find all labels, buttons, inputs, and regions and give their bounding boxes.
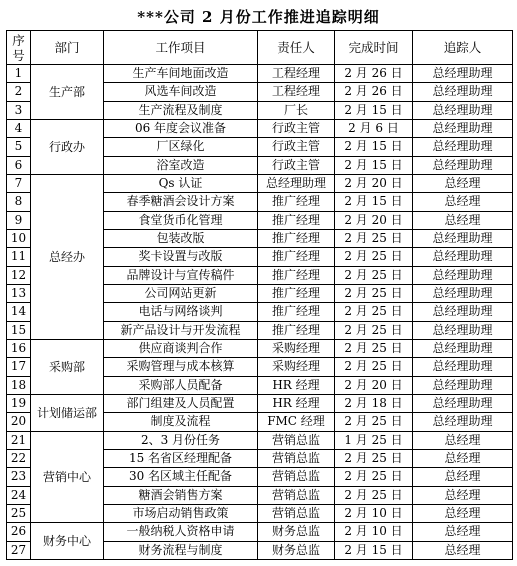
row-number: 2 <box>7 83 31 101</box>
due-date-cell: 2 月 25 日 <box>335 413 413 431</box>
owner-cell: 行政主管 <box>258 119 335 137</box>
tracker-cell: 总经理助理 <box>413 65 513 83</box>
due-date-cell: 2 月 25 日 <box>335 339 413 357</box>
work-item-cell: 新产品设计与开发流程 <box>104 321 258 339</box>
owner-cell: 营销总监 <box>258 486 335 504</box>
row-number: 14 <box>7 303 31 321</box>
table-row <box>7 119 513 137</box>
owner-cell: 采购经理 <box>258 339 335 357</box>
owner-cell: 财务总监 <box>258 523 335 541</box>
row-number: 22 <box>7 449 31 467</box>
col-header-item: 工作项目 <box>104 31 258 65</box>
table-row <box>7 394 513 412</box>
table-row <box>7 523 513 541</box>
due-date-cell: 2 月 15 日 <box>335 193 413 211</box>
due-date-cell: 2 月 25 日 <box>335 468 413 486</box>
owner-cell: 营销总监 <box>258 449 335 467</box>
work-item-cell: 食堂货币化管理 <box>104 211 258 229</box>
row-number: 25 <box>7 504 31 522</box>
due-date-cell: 2 月 25 日 <box>335 486 413 504</box>
work-item-cell: 浴室改造 <box>104 156 258 174</box>
row-number: 5 <box>7 138 31 156</box>
tracker-cell: 总经理助理 <box>413 83 513 101</box>
tracker-cell: 总经理 <box>413 449 513 467</box>
row-number: 27 <box>7 541 31 559</box>
tracker-cell: 总经理 <box>413 523 513 541</box>
due-date-cell: 2 月 26 日 <box>335 83 413 101</box>
tracker-cell: 总经理助理 <box>413 339 513 357</box>
row-number: 1 <box>7 65 31 83</box>
owner-cell: 总经理助理 <box>258 174 335 192</box>
work-item-cell: 供应商谈判合作 <box>104 339 258 357</box>
row-number: 20 <box>7 413 31 431</box>
department-cell: 生产部 <box>31 65 104 120</box>
work-item-cell: 采购部人员配备 <box>104 376 258 394</box>
work-item-cell: 部门组建及人员配置 <box>104 394 258 412</box>
tracker-cell: 总经理 <box>413 193 513 211</box>
owner-cell: 推广经理 <box>258 284 335 302</box>
row-number: 15 <box>7 321 31 339</box>
work-item-cell: 采购管理与成本核算 <box>104 358 258 376</box>
due-date-cell: 2 月 15 日 <box>335 541 413 559</box>
tracker-cell: 总经理 <box>413 486 513 504</box>
owner-cell: 推广经理 <box>258 303 335 321</box>
tracker-cell: 总经理 <box>413 431 513 449</box>
row-number: 4 <box>7 119 31 137</box>
tracker-cell: 总经理助理 <box>413 266 513 284</box>
work-item-cell: 电话与网络谈判 <box>104 303 258 321</box>
due-date-cell: 2 月 20 日 <box>335 174 413 192</box>
tracker-cell: 总经理助理 <box>413 138 513 156</box>
work-tracking-table <box>6 30 513 560</box>
tracker-cell: 总经理 <box>413 468 513 486</box>
due-date-cell: 2 月 20 日 <box>335 211 413 229</box>
work-item-cell: 一般纳税人资格申请 <box>104 523 258 541</box>
owner-cell: 推广经理 <box>258 229 335 247</box>
owner-cell: 工程经理 <box>258 65 335 83</box>
table-row <box>7 174 513 192</box>
owner-cell: 工程经理 <box>258 83 335 101</box>
tracker-cell: 总经理助理 <box>413 101 513 119</box>
tracker-cell: 总经理 <box>413 541 513 559</box>
row-number: 19 <box>7 394 31 412</box>
work-item-cell: 06 年度会议准备 <box>104 119 258 137</box>
row-number: 7 <box>7 174 31 192</box>
page-title: ***公司 2 月份工作推进追踪明细 <box>137 8 380 26</box>
row-number: 26 <box>7 523 31 541</box>
owner-cell: 厂长 <box>258 101 335 119</box>
owner-cell: 营销总监 <box>258 504 335 522</box>
work-item-cell: 厂区绿化 <box>104 138 258 156</box>
work-item-cell: 春季糖酒会设计方案 <box>104 193 258 211</box>
row-number: 16 <box>7 339 31 357</box>
department-cell: 总经办 <box>31 174 104 339</box>
tracker-cell: 总经理助理 <box>413 358 513 376</box>
row-number: 9 <box>7 211 31 229</box>
due-date-cell: 2 月 15 日 <box>335 156 413 174</box>
tracker-cell: 总经理助理 <box>413 303 513 321</box>
owner-cell: 行政主管 <box>258 156 335 174</box>
work-item-cell: 30 名区域主任配备 <box>104 468 258 486</box>
tracker-cell: 总经理助理 <box>413 284 513 302</box>
work-item-cell: 糖酒会销售方案 <box>104 486 258 504</box>
row-number: 18 <box>7 376 31 394</box>
due-date-cell: 2 月 25 日 <box>335 266 413 284</box>
department-cell: 营销中心 <box>31 431 104 523</box>
owner-cell: 推广经理 <box>258 321 335 339</box>
work-item-cell: 制度及流程 <box>104 413 258 431</box>
tracker-cell: 总经理 <box>413 174 513 192</box>
work-item-cell: 2、3 月份任务 <box>104 431 258 449</box>
due-date-cell: 2 月 26 日 <box>335 65 413 83</box>
work-item-cell: 市场启动销售政策 <box>104 504 258 522</box>
table-row <box>7 431 513 449</box>
owner-cell: 营销总监 <box>258 431 335 449</box>
due-date-cell: 2 月 18 日 <box>335 394 413 412</box>
col-header-owner: 责任人 <box>258 31 335 65</box>
col-header-due: 完成时间 <box>335 31 413 65</box>
due-date-cell: 2 月 20 日 <box>335 376 413 394</box>
tracker-cell: 总经理助理 <box>413 229 513 247</box>
row-number: 24 <box>7 486 31 504</box>
tracker-cell: 总经理助理 <box>413 321 513 339</box>
due-date-cell: 2 月 6 日 <box>335 119 413 137</box>
row-number: 12 <box>7 266 31 284</box>
owner-cell: HR 经理 <box>258 394 335 412</box>
row-number: 23 <box>7 468 31 486</box>
tracker-cell: 总经理助理 <box>413 248 513 266</box>
due-date-cell: 2 月 10 日 <box>335 523 413 541</box>
tracker-cell: 总经理助理 <box>413 376 513 394</box>
row-number: 13 <box>7 284 31 302</box>
row-number: 8 <box>7 193 31 211</box>
table-row <box>7 339 513 357</box>
department-cell: 计划储运部 <box>31 394 104 431</box>
owner-cell: 推广经理 <box>258 193 335 211</box>
work-item-cell: 奖卡设置与改版 <box>104 248 258 266</box>
due-date-cell: 2 月 25 日 <box>335 248 413 266</box>
owner-cell: FMC 经理 <box>258 413 335 431</box>
owner-cell: 财务总监 <box>258 541 335 559</box>
owner-cell: 营销总监 <box>258 468 335 486</box>
due-date-cell: 2 月 10 日 <box>335 504 413 522</box>
owner-cell: 推广经理 <box>258 266 335 284</box>
owner-cell: HR 经理 <box>258 376 335 394</box>
tracker-cell: 总经理助理 <box>413 119 513 137</box>
tracker-cell: 总经理助理 <box>413 394 513 412</box>
tracker-cell: 总经理 <box>413 211 513 229</box>
row-number: 3 <box>7 101 31 119</box>
work-item-cell: 品牌设计与宣传稿件 <box>104 266 258 284</box>
work-item-cell: 公司网站更新 <box>104 284 258 302</box>
due-date-cell: 2 月 25 日 <box>335 321 413 339</box>
due-date-cell: 2 月 15 日 <box>335 101 413 119</box>
due-date-cell: 2 月 25 日 <box>335 449 413 467</box>
owner-cell: 推广经理 <box>258 248 335 266</box>
table-body <box>7 65 513 560</box>
row-number: 6 <box>7 156 31 174</box>
tracker-cell: 总经理助理 <box>413 156 513 174</box>
work-item-cell: 包装改版 <box>104 229 258 247</box>
due-date-cell: 2 月 25 日 <box>335 284 413 302</box>
col-header-dept: 部门 <box>31 31 104 65</box>
col-header-tracker: 追踪人 <box>413 31 513 65</box>
row-number: 21 <box>7 431 31 449</box>
work-item-cell: 15 名省区经理配备 <box>104 449 258 467</box>
work-item-cell: Qs 认证 <box>104 174 258 192</box>
department-cell: 财务中心 <box>31 523 104 560</box>
work-item-cell: 风选车间改造 <box>104 83 258 101</box>
due-date-cell: 2 月 25 日 <box>335 358 413 376</box>
owner-cell: 采购经理 <box>258 358 335 376</box>
col-header-seq: 序号 <box>7 31 31 65</box>
due-date-cell: 2 月 15 日 <box>335 138 413 156</box>
header-row <box>7 31 513 65</box>
tracker-cell: 总经理 <box>413 504 513 522</box>
work-item-cell: 生产车间地面改造 <box>104 65 258 83</box>
row-number: 11 <box>7 248 31 266</box>
owner-cell: 行政主管 <box>258 138 335 156</box>
row-number: 17 <box>7 358 31 376</box>
due-date-cell: 2 月 25 日 <box>335 229 413 247</box>
tracker-cell: 总经理助理 <box>413 413 513 431</box>
owner-cell: 推广经理 <box>258 211 335 229</box>
work-item-cell: 财务流程与制度 <box>104 541 258 559</box>
due-date-cell: 2 月 25 日 <box>335 303 413 321</box>
row-number: 10 <box>7 229 31 247</box>
table-row <box>7 65 513 83</box>
department-cell: 采购部 <box>31 339 104 394</box>
due-date-cell: 1 月 25 日 <box>335 431 413 449</box>
work-item-cell: 生产流程及制度 <box>104 101 258 119</box>
department-cell: 行政办 <box>31 119 104 174</box>
